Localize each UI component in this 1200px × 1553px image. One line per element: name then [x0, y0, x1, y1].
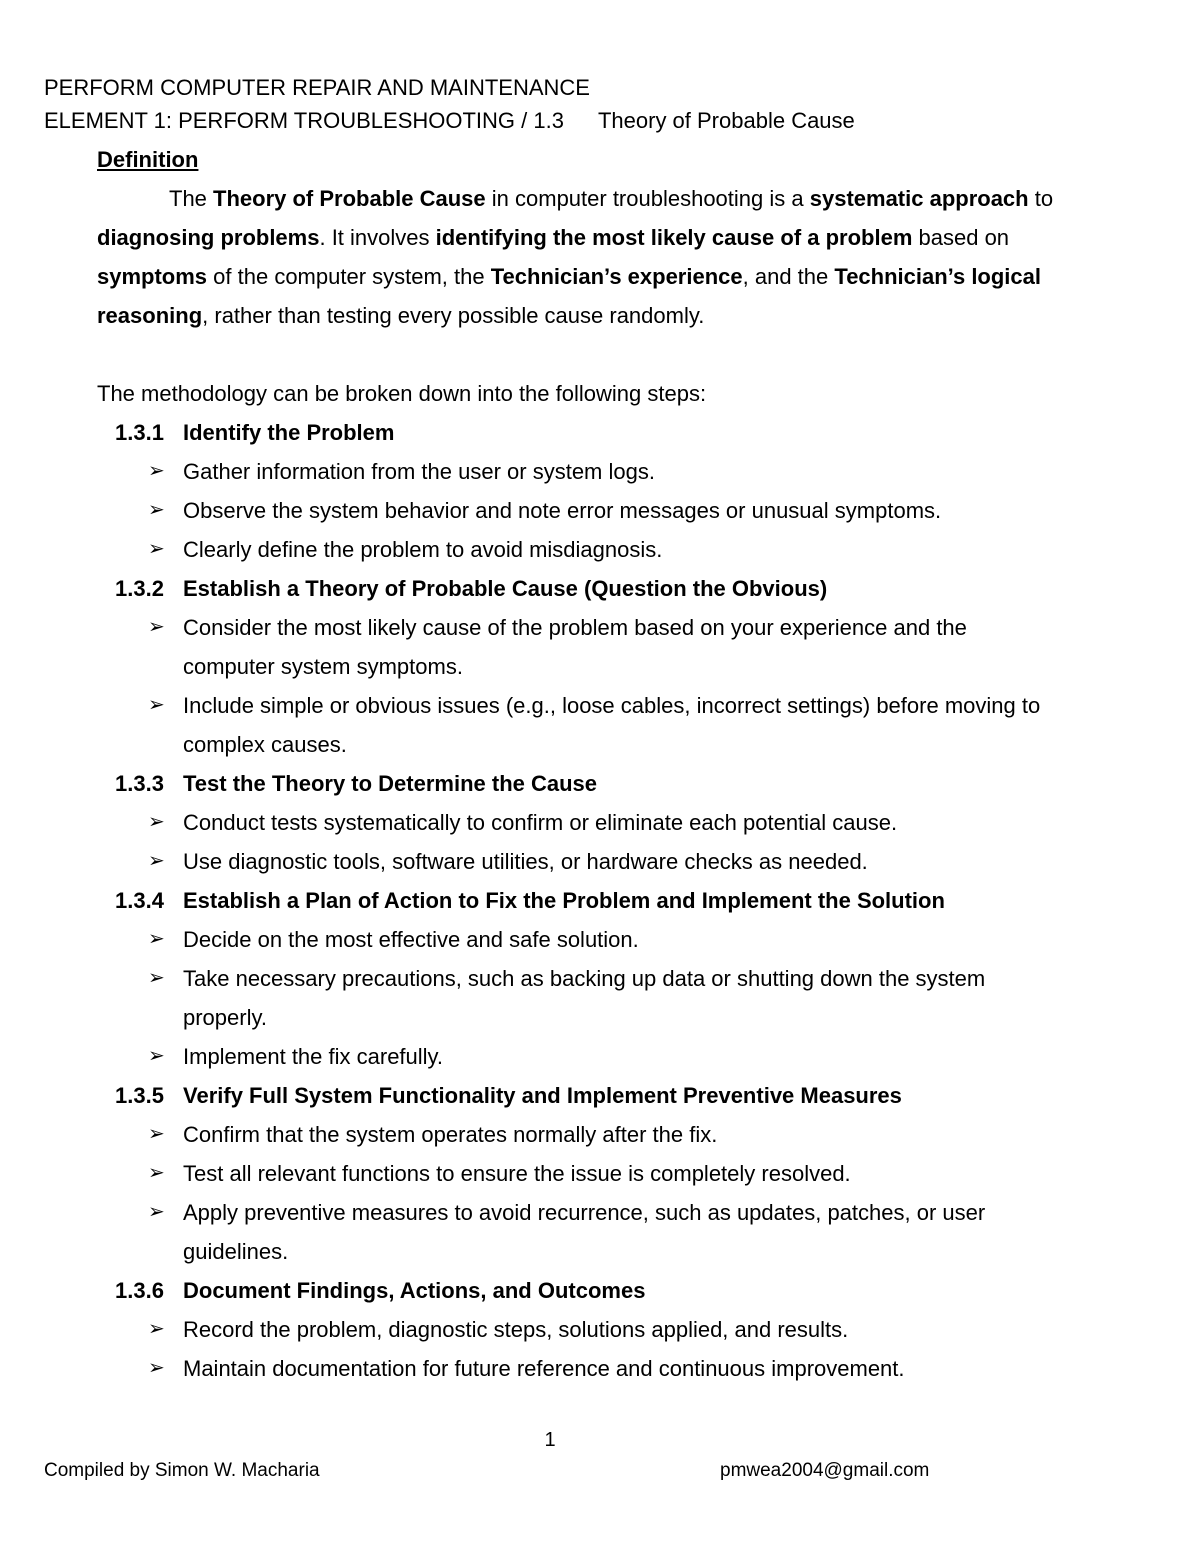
definition-text: based on — [912, 225, 1010, 250]
step-bullets — [0, 608, 1200, 764]
definition-text: of the computer system, the — [207, 264, 491, 289]
bullet-text: Apply preventive measures to avoid recurrence, such as updates, patches, or user guidelines. — [183, 1200, 986, 1264]
step-number: 1.3.4 — [115, 888, 164, 913]
step-heading — [0, 413, 1200, 452]
step-heading — [0, 764, 1200, 803]
definition-text: The — [169, 186, 214, 211]
arrow-bullet-icon: ➢ — [148, 850, 165, 872]
arrow-bullet-icon: ➢ — [148, 967, 165, 989]
bullet-text: Maintain documentation for future reference and continuous improvement. — [183, 1356, 905, 1381]
arrow-bullet-icon: ➢ — [148, 1162, 165, 1184]
step-title: Establish a Plan of Action to Fix the Problem and Implement the Solution — [183, 888, 945, 913]
bullet-text: Observe the system behavior and note error messages or unusual symptoms. — [183, 498, 942, 523]
bullet-text: Clearly define the problem to avoid misdiagnosis. — [183, 537, 663, 562]
bullet-item — [0, 1310, 1053, 1349]
arrow-bullet-icon: ➢ — [148, 499, 165, 521]
arrow-bullet-icon: ➢ — [148, 694, 165, 716]
arrow-bullet-icon: ➢ — [148, 1123, 165, 1145]
step-number: 1.3.2 — [115, 576, 164, 601]
bullet-item — [0, 803, 1053, 842]
arrow-bullet-icon: ➢ — [148, 460, 165, 482]
definition-emphasis: Theory of Probable Cause — [213, 186, 486, 211]
bullet-text: Conduct tests systematically to confirm or eliminate each potential cause. — [183, 810, 898, 835]
step-bullets — [0, 1115, 1200, 1271]
step-title: Document Findings, Actions, and Outcomes — [183, 1278, 646, 1303]
definition-text: , and the — [742, 264, 835, 289]
definition-emphasis: Technician’s logical reasoning — [97, 264, 1042, 328]
step-number: 1.3.6 — [115, 1278, 164, 1303]
step-heading — [0, 881, 1200, 920]
bullet-item — [0, 1115, 1053, 1154]
step-heading — [0, 1271, 1200, 1310]
arrow-bullet-icon: ➢ — [148, 1045, 165, 1067]
step-number: 1.3.3 — [115, 771, 164, 796]
bullet-text: Confirm that the system operates normally after the fix. — [183, 1122, 718, 1147]
step-item — [0, 764, 1200, 881]
step-item — [0, 881, 1200, 1076]
definition-text: . It involves — [319, 225, 436, 250]
step-title: Test the Theory to Determine the Cause — [183, 771, 598, 796]
bullet-item — [0, 1037, 1053, 1076]
step-title: Identify the Problem — [183, 420, 395, 445]
footer-author: Compiled by Simon W. Macharia — [44, 1460, 320, 1481]
document-subtitle — [44, 106, 855, 136]
bullet-item — [0, 686, 1053, 764]
definition-text: to — [1028, 186, 1054, 211]
definition-text: in computer troubleshooting is a — [485, 186, 810, 211]
arrow-bullet-icon: ➢ — [148, 1357, 165, 1379]
step-title: Establish a Theory of Probable Cause (Question the Obvious) — [183, 576, 828, 601]
arrow-bullet-icon: ➢ — [148, 928, 165, 950]
methodology-intro: The methodology can be broken down into the following steps: — [97, 381, 707, 406]
document-title: PERFORM COMPUTER REPAIR AND MAINTENANCE — [44, 75, 590, 100]
bullet-text: Include simple or obvious issues (e.g., loose cables, incorrect settings) before moving to complex causes. — [183, 693, 1041, 757]
bullet-text: Take necessary precautions, such as backing up data or shutting down the system properly. — [183, 966, 986, 1030]
definition-paragraph — [97, 179, 1057, 335]
step-number: 1.3.5 — [115, 1083, 164, 1108]
bullet-text: Use diagnostic tools, software utilities, or hardware checks as needed. — [183, 849, 868, 874]
step-number: 1.3.1 — [115, 420, 164, 445]
bullet-item — [0, 920, 1053, 959]
bullet-text: Test all relevant functions to ensure the issue is completely resolved. — [183, 1161, 851, 1186]
arrow-bullet-icon: ➢ — [148, 811, 165, 833]
bullet-item — [0, 1193, 1053, 1271]
step-bullets — [0, 452, 1200, 569]
bullet-item — [0, 491, 1053, 530]
bullet-text: Gather information from the user or system logs. — [183, 459, 655, 484]
arrow-bullet-icon: ➢ — [148, 538, 165, 560]
arrow-bullet-icon: ➢ — [148, 1318, 165, 1340]
bullet-text: Consider the most likely cause of the problem based on your experience and the computer system symptoms. — [183, 615, 967, 679]
step-heading — [0, 1076, 1200, 1115]
bullet-item — [0, 1349, 1053, 1388]
definition-text: , rather than testing every possible cause randomly. — [202, 303, 705, 328]
step-item — [0, 1271, 1200, 1388]
element-label: ELEMENT 1: PERFORM TROUBLESHOOTING / 1.3 — [44, 108, 564, 133]
definition-heading: Definition — [97, 147, 199, 172]
step-bullets — [0, 803, 1200, 881]
bullet-text: Record the problem, diagnostic steps, solutions applied, and results. — [183, 1317, 849, 1342]
arrow-bullet-icon: ➢ — [148, 1201, 165, 1223]
bullet-item — [0, 608, 1053, 686]
definition-emphasis: Technician’s experience — [490, 264, 743, 289]
bullet-item — [0, 452, 1053, 491]
definition-emphasis: systematic approach — [809, 186, 1029, 211]
step-item — [0, 413, 1200, 569]
footer-email: pmwea2004@gmail.com — [720, 1460, 930, 1481]
bullet-item — [0, 1154, 1053, 1193]
step-item — [0, 1076, 1200, 1271]
arrow-bullet-icon: ➢ — [148, 616, 165, 638]
bullet-item — [0, 842, 1053, 881]
bullet-text: Implement the fix carefully. — [183, 1044, 444, 1069]
topic-label: Theory of Probable Cause — [597, 108, 855, 133]
step-bullets — [0, 920, 1200, 1076]
definition-emphasis: identifying the most likely cause of a problem — [435, 225, 913, 250]
bullet-item — [0, 959, 1053, 1037]
step-bullets — [0, 1310, 1200, 1388]
page-number: 1 — [544, 1429, 556, 1451]
definition-emphasis: symptoms — [97, 264, 208, 289]
step-title: Verify Full System Functionality and Implement Preventive Measures — [183, 1083, 902, 1108]
step-heading — [0, 569, 1200, 608]
definition-emphasis: diagnosing problems — [97, 225, 320, 250]
step-item — [0, 569, 1200, 764]
bullet-text: Decide on the most effective and safe solution. — [183, 927, 639, 952]
steps-list — [0, 413, 1200, 1388]
bullet-item — [0, 530, 1053, 569]
